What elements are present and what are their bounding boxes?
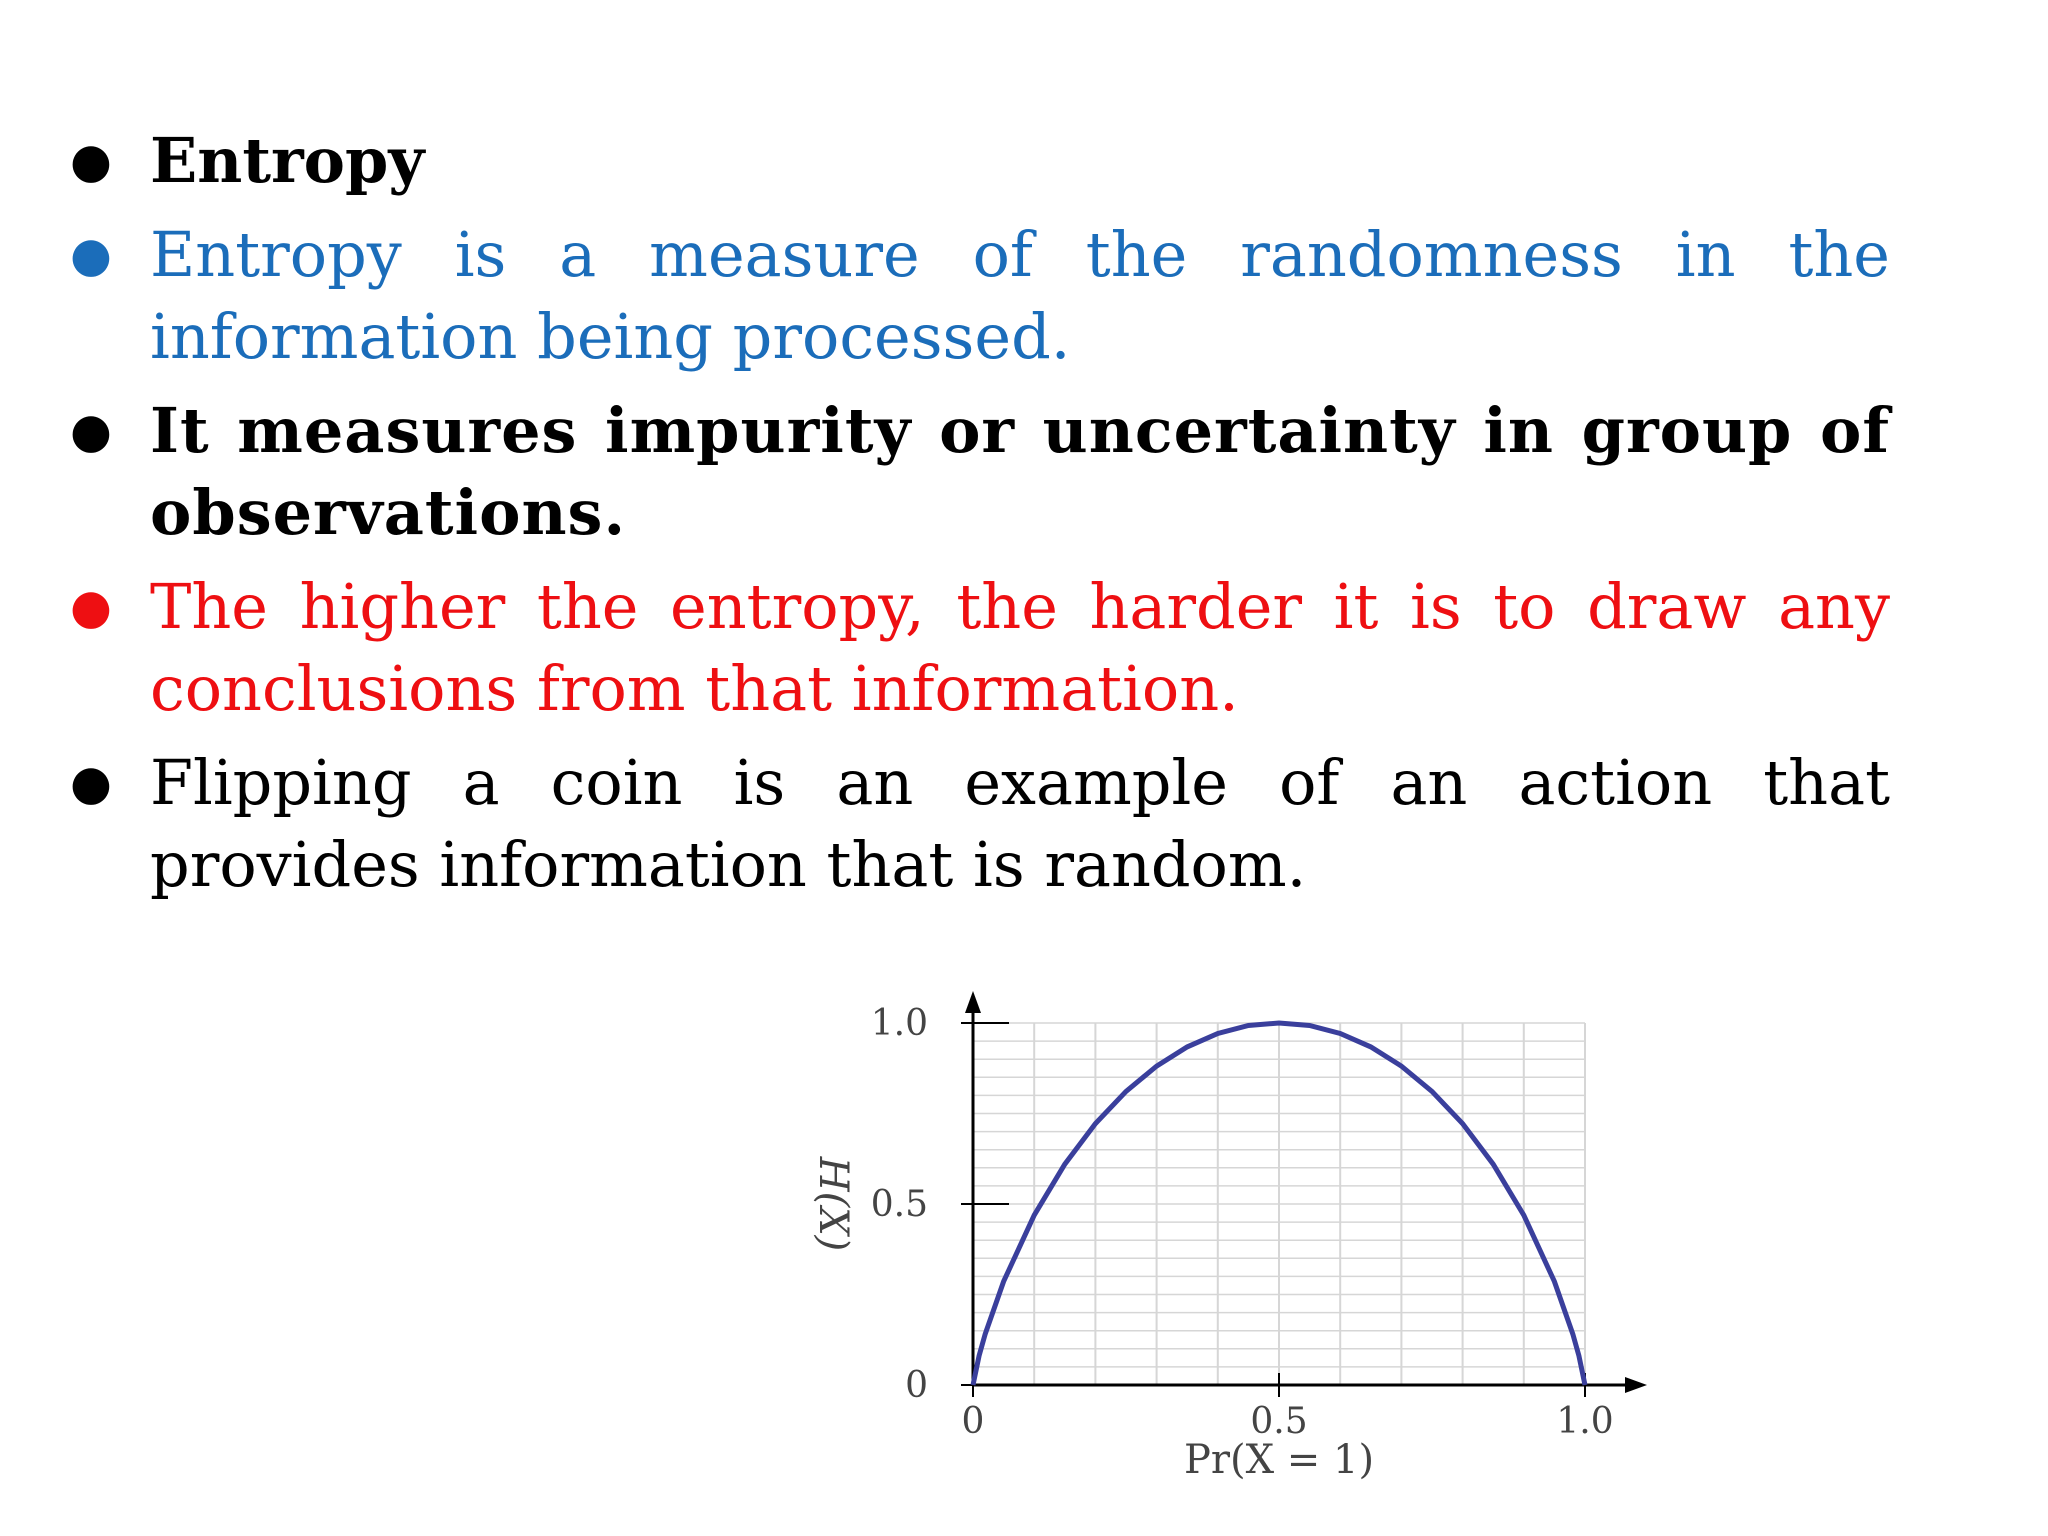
x-axis-label: Pr(X = 1) — [1183, 1437, 1375, 1483]
bullet-text: Entropy — [150, 124, 425, 197]
bullet-list — [70, 120, 1890, 918]
bullet-higher-entropy — [70, 566, 1890, 730]
bullet-dot-icon: ● — [70, 133, 112, 189]
bullet-entropy-definition — [70, 214, 1890, 378]
entropy-chart — [760, 975, 1680, 1519]
bullet-text: It measures impurity or uncertainty in group of observations. — [150, 394, 1890, 549]
chart-grid — [973, 1023, 1585, 1385]
y-axis-label: H(X) — [810, 1156, 856, 1252]
x-axis-arrow-icon — [1625, 1377, 1647, 1393]
bullet-coin-flip — [70, 742, 1890, 906]
bullet-entropy-heading — [70, 120, 1890, 202]
bullet-text: Entropy is a measure of the randomness in the information being processed. — [150, 218, 1890, 373]
bullet-dot-icon: ● — [70, 403, 113, 459]
y-tick-label: 0 — [905, 1365, 928, 1406]
y-axis-arrow-icon — [965, 991, 981, 1013]
bullet-dot-icon: ● — [70, 579, 112, 635]
bullet-text: The higher the entropy, the harder it is to draw any conclusions from that information. — [150, 570, 1890, 725]
bullet-impurity — [70, 390, 1890, 554]
bullet-dot-icon: ● — [70, 227, 112, 283]
chart-axes — [965, 991, 1647, 1393]
y-tick-label: 0.5 — [870, 1184, 928, 1225]
entropy-chart-svg — [760, 975, 1680, 1515]
x-tick-label: 0 — [961, 1401, 985, 1442]
x-tick-label: 1.0 — [1556, 1401, 1614, 1442]
y-tick-label: 1.0 — [870, 1003, 928, 1044]
bullet-text: Flipping a coin is an example of an action that provides information that is random. — [150, 746, 1890, 901]
x-tick-label: 0.5 — [1250, 1401, 1308, 1442]
bullet-dot-icon: ● — [70, 755, 112, 811]
